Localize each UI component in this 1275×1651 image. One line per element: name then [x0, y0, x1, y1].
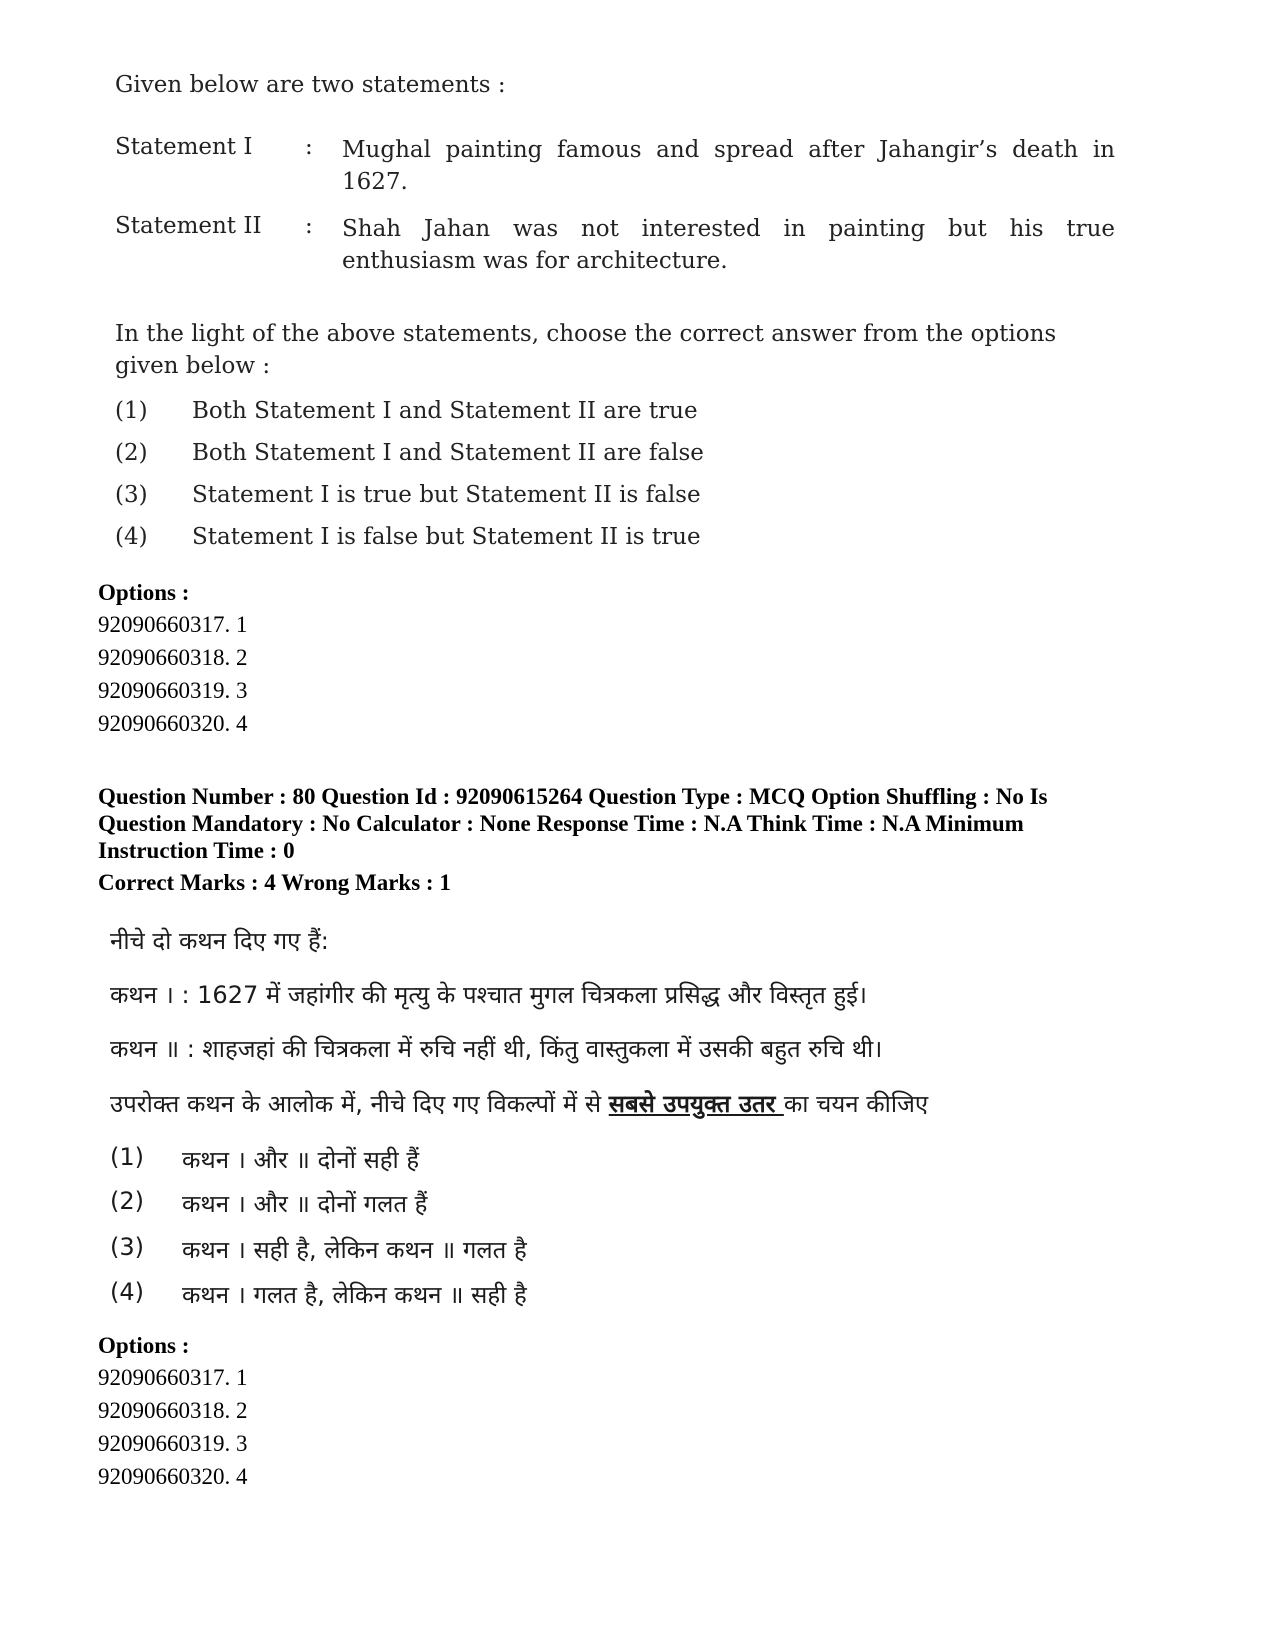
- choice-4-number: (4): [115, 524, 148, 550]
- choice-2-number: (2): [115, 440, 148, 466]
- hindi-choice-4-text: कथन । गलत है, लेकिन कथन ॥ सही है: [182, 1281, 527, 1309]
- choice-1-number: (1): [115, 398, 148, 424]
- statement-1-colon: :: [305, 134, 313, 160]
- hindi-question-intro: नीचे दो कथन दिए गए हैं:: [110, 927, 329, 955]
- statement-1-text: Mughal painting famous and spread after Jahangir’s death in 1627.: [342, 137, 1115, 195]
- options-block-1: [98, 578, 248, 740]
- hindi-choice-2-text: कथन । और ॥ दोनों गलत हैं: [182, 1190, 428, 1218]
- hindi-instruction-after: का चयन कीजिए: [783, 1090, 929, 1118]
- question-instruction: In the light of the above statements, choose the correct answer from the options given below :: [115, 321, 1057, 379]
- option-item: 92090660320. 4: [98, 1464, 248, 1489]
- choice-3-number: (3): [115, 482, 148, 508]
- hindi-statement-2: कथन ॥ : शाहजहां की चित्रकला में रुचि नहीं थी, किंतु वास्तुकला में उसकी बहुत रुचि थी।: [110, 1035, 883, 1063]
- options-block-2: [98, 1331, 248, 1493]
- question-meta-line-3: Instruction Time : 0: [98, 838, 295, 863]
- statement-2-label: Statement II: [115, 213, 262, 239]
- option-item: 92090660317. 1: [98, 612, 248, 637]
- choice-1-text: Both Statement I and Statement II are true: [192, 398, 698, 424]
- hindi-instruction-before: उपरोक्त कथन के आलोक में, नीचे दिए गए विकल्पों में से: [110, 1090, 609, 1118]
- question-intro: Given below are two statements :: [115, 72, 506, 98]
- options-heading-1: Options :: [98, 580, 190, 605]
- option-item: 92090660318. 2: [98, 645, 248, 670]
- hindi-choice-3-text: कथन । सही है, लेकिन कथन ॥ गलत है: [182, 1236, 527, 1264]
- choice-2-text: Both Statement I and Statement II are false: [192, 440, 704, 466]
- choice-4-text: Statement I is false but Statement II is true: [192, 524, 701, 550]
- hindi-choice-1-text: कथन । और ॥ दोनों सही हैं: [182, 1146, 420, 1174]
- options-list-1: [98, 608, 248, 740]
- hindi-choice-3-number: (3): [110, 1233, 144, 1261]
- options-list-2: [98, 1361, 248, 1493]
- hindi-instruction-emphasis: सबसे उपयुक्त उतर: [608, 1090, 784, 1118]
- option-item: 92090660320. 4: [98, 711, 248, 736]
- option-item: 92090660319. 3: [98, 1431, 248, 1456]
- hindi-choice-2-number: (2): [110, 1187, 144, 1215]
- marks-line: Correct Marks : 4 Wrong Marks : 1: [98, 870, 451, 895]
- hindi-choice-1-number: (1): [110, 1143, 144, 1171]
- question-meta-line-1: Question Number : 80 Question Id : 92090615264 Question Type : MCQ Option Shuffling : No Is: [98, 784, 1048, 809]
- option-item: 92090660317. 1: [98, 1365, 248, 1390]
- hindi-instruction: [110, 1087, 928, 1120]
- choice-3-text: Statement I is true but Statement II is false: [192, 482, 701, 508]
- option-item: 92090660319. 3: [98, 678, 248, 703]
- option-item: 92090660318. 2: [98, 1398, 248, 1423]
- hindi-choice-4-number: (4): [110, 1278, 144, 1306]
- statement-2-colon: :: [305, 213, 313, 239]
- statement-2-text: Shah Jahan was not interested in painting but his true enthusiasm was for architecture.: [342, 216, 1115, 274]
- statement-1-label: Statement I: [115, 134, 253, 160]
- hindi-statement-1: कथन । : 1627 में जहांगीर की मृत्यु के पश्चात मुगल चित्रकला प्रसिद्ध और विस्तृत हुई।: [110, 981, 868, 1009]
- question-meta: [98, 783, 1048, 896]
- options-heading-2: Options :: [98, 1333, 190, 1358]
- question-meta-line-2: Question Mandatory : No Calculator : None Response Time : N.A Think Time : N.A Minimum: [98, 811, 1024, 836]
